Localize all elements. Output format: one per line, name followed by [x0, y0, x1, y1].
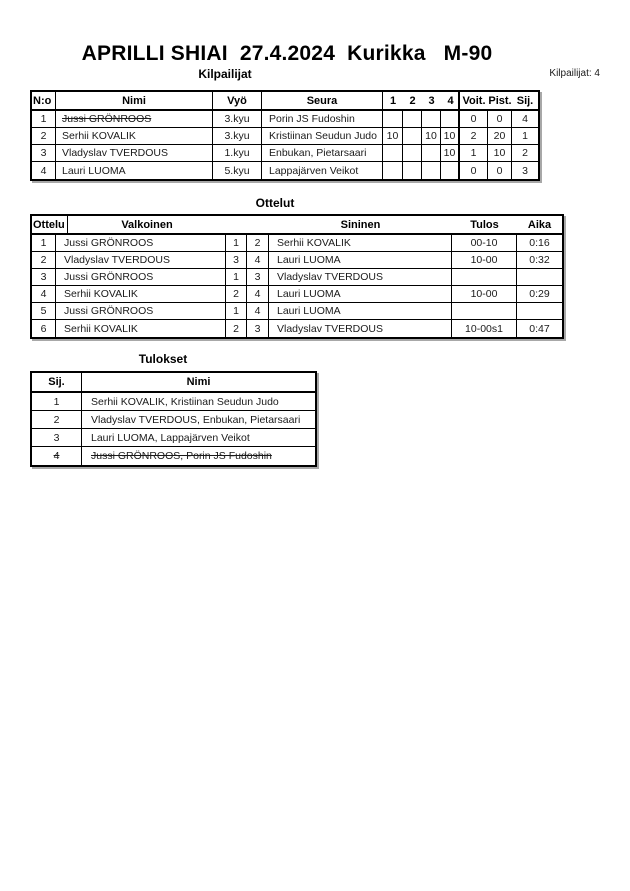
cell-blue-name: Lauri LUOMA	[269, 252, 452, 268]
cell-score-2	[403, 145, 422, 161]
cell-white-name: Jussi GRÖNROOS	[56, 235, 226, 251]
cell-voit: 2	[460, 128, 488, 144]
results-table	[30, 371, 317, 467]
cell-blue-number: 2	[247, 235, 269, 251]
cell-pist: 20	[488, 128, 512, 144]
cell-blue-name: Lauri LUOMA	[269, 286, 452, 302]
cell-blue-number: 3	[247, 269, 269, 285]
cell-vyo: 1.kyu	[213, 145, 262, 161]
competitor-row	[32, 145, 538, 162]
cell-match-no: 3	[32, 269, 56, 285]
cell-aika	[517, 303, 562, 319]
cell-score-4	[441, 162, 460, 179]
matches-header-row	[32, 216, 562, 235]
result-row	[32, 393, 315, 411]
cell-no: 1	[32, 111, 56, 127]
cell-no: 4	[32, 162, 56, 179]
header-sij: Sij.	[516, 94, 534, 107]
header-match-columns	[68, 216, 562, 233]
cell-white-number: 2	[226, 320, 247, 337]
cell-score-2	[403, 128, 422, 144]
section-heading-tulokset: Tulokset	[138, 352, 188, 366]
competitor-row	[32, 128, 538, 145]
header-pist: Pist.	[488, 94, 512, 107]
cell-no: 3	[32, 145, 56, 161]
cell-match-no: 1	[32, 235, 56, 251]
header-no: N:o	[32, 92, 56, 109]
cell-seura: Enbukan, Pietarsaari	[262, 145, 383, 161]
cell-blue-name: Vladyslav TVERDOUS	[269, 320, 452, 337]
cell-white-number: 1	[226, 235, 247, 251]
cell-sij: 1	[522, 130, 528, 142]
header-opponent-columns	[383, 92, 460, 109]
cell-vyo: 3.kyu	[213, 111, 262, 127]
header-valkoinen: Valkoinen	[121, 218, 173, 231]
cell-voit: 1	[460, 145, 488, 161]
cell-blue-name: Serhii KOVALIK	[269, 235, 452, 251]
cell-seura: Kristiinan Seudun Judo	[262, 128, 383, 144]
header-nimi: Nimi	[186, 376, 211, 388]
cell-blue-name: Lauri LUOMA	[269, 303, 452, 319]
result-row	[32, 447, 315, 465]
cell-match-no: 5	[32, 303, 56, 319]
cell-white-number: 2	[226, 286, 247, 302]
cell-match-no: 6	[32, 320, 56, 337]
cell-score-3	[422, 111, 441, 127]
cell-sij: 4	[32, 447, 82, 465]
header-voit: Voit.	[462, 94, 486, 107]
cell-aika: 0:16	[529, 237, 550, 249]
cell-nimi: Jussi GRÖNROOS, Porin JS Fudoshin	[91, 450, 272, 462]
cell-white-name: Vladyslav TVERDOUS	[56, 252, 226, 268]
cell-tulos	[452, 303, 517, 319]
cell-nimi: Jussi GRÖNROOS	[56, 111, 213, 127]
match-row	[32, 320, 562, 337]
competitor-row	[32, 162, 538, 179]
cell-score-4	[441, 111, 460, 127]
cell-score-1	[383, 111, 403, 127]
cell-white-name: Serhii KOVALIK	[56, 286, 226, 302]
cell-score-3	[422, 162, 441, 179]
cell-no: 2	[32, 128, 56, 144]
cell-aika: 0:47	[529, 322, 550, 335]
cell-nimi: Serhii KOVALIK	[56, 128, 213, 144]
cell-pist: 0	[488, 111, 512, 127]
cell-voit: 0	[460, 162, 488, 179]
match-row	[32, 269, 562, 286]
cell-seura: Lappajärven Veikot	[262, 162, 383, 179]
cell-blue-number: 4	[247, 286, 269, 302]
cell-score-2	[403, 111, 422, 127]
cell-score-1	[383, 145, 403, 161]
header-col-3: 3	[428, 94, 435, 107]
competitors-table	[30, 90, 540, 181]
cell-nimi: Serhii KOVALIK, Kristiinan Seudun Judo	[91, 395, 279, 408]
header-nimi: Nimi	[56, 92, 213, 109]
cell-white-number: 1	[226, 303, 247, 319]
header-sininen: Sininen	[340, 218, 381, 231]
result-row	[32, 411, 315, 429]
cell-seura: Porin JS Fudoshin	[262, 111, 383, 127]
cell-vyo: 3.kyu	[213, 128, 262, 144]
header-seura: Seura	[262, 92, 383, 109]
header-col-1: 1	[389, 94, 397, 107]
section-heading-kilpailijat: Kilpailijat	[198, 67, 252, 81]
cell-blue-number: 4	[247, 303, 269, 319]
cell-blue-number: 3	[247, 320, 269, 337]
cell-white-name: Jussi GRÖNROOS	[56, 269, 226, 285]
page-title: APRILLI SHIAI 27.4.2024 Kurikka M-90	[81, 42, 493, 65]
result-row	[32, 429, 315, 447]
cell-score-4: 10	[441, 128, 460, 144]
cell-score-2	[403, 162, 422, 179]
cell-aika: 0:29	[529, 288, 550, 300]
header-totals-columns	[460, 92, 538, 109]
cell-white-number: 1	[226, 269, 247, 285]
cell-voit: 0	[460, 111, 488, 127]
cell-tulos	[452, 269, 517, 285]
cell-score-1: 10	[383, 128, 403, 144]
competitors-count: Kilpailijat: 4	[549, 68, 600, 79]
cell-pist: 10	[488, 145, 512, 161]
cell-nimi: Lauri LUOMA	[56, 162, 213, 179]
cell-score-3: 10	[422, 128, 441, 144]
cell-pist: 0	[488, 162, 512, 179]
cell-aika: 0:32	[529, 254, 550, 266]
cell-vyo: 5.kyu	[213, 162, 262, 179]
header-tulos: Tulos	[470, 218, 499, 231]
cell-sij: 4	[522, 113, 528, 125]
header-aika: Aika	[527, 218, 552, 231]
cell-white-number: 3	[226, 252, 247, 268]
cell-tulos: 10-00	[452, 252, 517, 268]
cell-match-no: 2	[32, 252, 56, 268]
cell-blue-name: Vladyslav TVERDOUS	[269, 269, 452, 285]
header-sij: Sij.	[32, 373, 82, 391]
results-header-row	[32, 373, 315, 393]
cell-score-3	[422, 145, 441, 161]
header-vyo: Vyö	[213, 92, 262, 109]
cell-tulos: 00-10	[452, 235, 517, 251]
cell-white-name: Jussi GRÖNROOS	[56, 303, 226, 319]
cell-score-4: 10	[441, 145, 460, 161]
cell-nimi: Vladyslav TVERDOUS, Enbukan, Pietarsaari	[91, 413, 301, 426]
match-row	[32, 252, 562, 269]
match-row	[32, 286, 562, 303]
cell-sij: 1	[32, 393, 82, 410]
cell-sij: 3	[522, 164, 528, 177]
match-row	[32, 303, 562, 320]
cell-sij: 2	[32, 411, 82, 428]
cell-sij: 3	[32, 429, 82, 446]
competitors-header-row	[32, 92, 538, 111]
cell-white-name: Serhii KOVALIK	[56, 320, 226, 337]
cell-blue-number: 4	[247, 252, 269, 268]
competitor-row	[32, 111, 538, 128]
header-ottelu: Ottelu	[32, 216, 68, 233]
header-col-4: 4	[447, 94, 454, 107]
cell-match-no: 4	[32, 286, 56, 302]
cell-tulos: 10-00	[452, 286, 517, 302]
cell-nimi: Lauri LUOMA, Lappajärven Veikot	[91, 431, 250, 444]
header-col-2: 2	[409, 94, 416, 107]
section-heading-ottelut: Ottelut	[255, 196, 295, 210]
cell-tulos: 10-00s1	[452, 320, 517, 337]
cell-sij: 2	[522, 147, 528, 159]
header-numbers-spacer	[226, 216, 269, 233]
cell-aika	[517, 269, 562, 285]
matches-table	[30, 214, 564, 339]
cell-score-1	[383, 162, 403, 179]
match-row	[32, 235, 562, 252]
cell-nimi: Vladyslav TVERDOUS	[56, 145, 213, 161]
